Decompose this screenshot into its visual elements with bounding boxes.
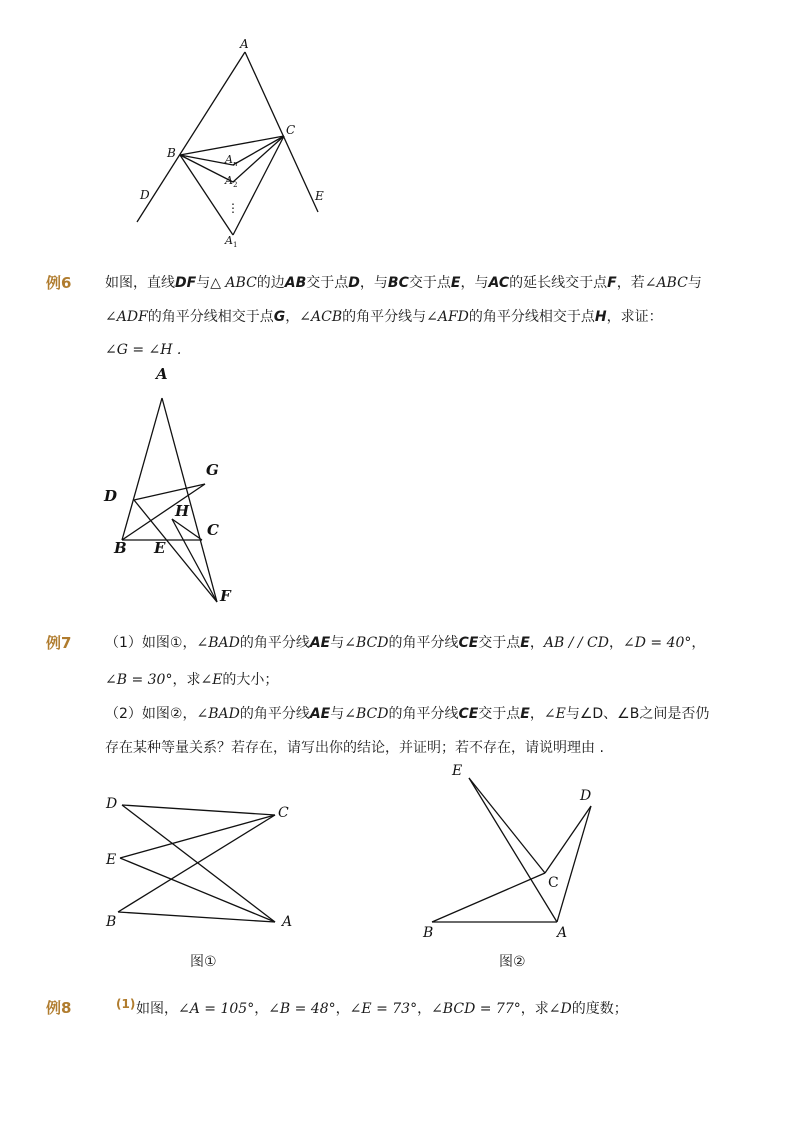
segment-e-c xyxy=(469,778,545,873)
label-c: C xyxy=(278,805,289,821)
figure-7-1-svg xyxy=(100,790,300,935)
label-e: E xyxy=(154,539,166,557)
label-c: C xyxy=(207,521,219,539)
label-c: C xyxy=(548,875,559,891)
example-7-part-2-line-2: 存在某种等量关系？若存在，请写出你的结论，并证明；若不存在，请说明理由 . xyxy=(105,740,604,756)
segment-b-a1 xyxy=(180,155,233,235)
label-a: A xyxy=(240,37,249,51)
label-f: F xyxy=(220,587,231,605)
example-6-line-1: 如图，直线DF与△ ABC的边AB交于点D，与BC交于点E，与AC的延长线交于点F，若∠ABC与 xyxy=(105,275,702,291)
label-a: A xyxy=(282,914,293,930)
label-d: D xyxy=(580,788,592,804)
segment-b-c xyxy=(118,815,275,912)
figure-7-2-svg xyxy=(415,755,605,945)
label-e: E xyxy=(315,189,324,203)
label-ellipsis: ⋮ xyxy=(227,201,239,215)
label-a1: A xyxy=(225,234,233,247)
label-d: D xyxy=(106,796,118,812)
label-d: D xyxy=(104,487,118,505)
segment-e-a xyxy=(120,858,275,922)
example-7-part-1-line-1: （1）如图①，∠BAD的角平分线AE与∠BCD的角平分线CE交于点E，AB / / CD，∠D = 40°， xyxy=(105,635,706,651)
figure-example-6-svg xyxy=(100,360,260,610)
label-b: B xyxy=(423,925,434,941)
segment-d-g xyxy=(134,484,205,500)
segment-d-c xyxy=(122,805,275,815)
label-an: A xyxy=(225,153,233,166)
label-a2: A xyxy=(225,174,233,187)
example-8-line-1: 如图，∠A = 105°，∠B = 48°，∠E = 73°，∠BCD = 77°，求∠D的度数； xyxy=(136,1001,628,1017)
label-g: G xyxy=(206,461,219,479)
figure-7-2-caption: 图② xyxy=(499,954,526,970)
segment-b-a xyxy=(118,912,275,922)
label-b: B xyxy=(167,146,176,160)
label-h: H xyxy=(175,502,190,520)
label-c: C xyxy=(286,123,296,137)
label-e: E xyxy=(106,852,117,868)
label-b: B xyxy=(106,914,117,930)
figure-7-1 xyxy=(100,790,300,935)
label-a: A xyxy=(156,365,168,383)
label-an-sub: n xyxy=(233,160,238,168)
example-8-label: 例8 xyxy=(46,999,72,1017)
figure-bisector-sequence-svg xyxy=(120,30,350,255)
label-b: B xyxy=(114,539,127,557)
example-8-subquestion-number: (1) xyxy=(116,997,136,1011)
label-d: D xyxy=(140,188,150,202)
label-a1-sub: 1 xyxy=(233,241,238,249)
figure-example-6 xyxy=(100,360,260,610)
side-a-b xyxy=(122,398,162,540)
segment-d-a xyxy=(122,805,275,922)
segment-b-c xyxy=(432,873,545,922)
figure-7-1-caption: 图① xyxy=(190,954,217,970)
example-7-part-2-line-1: （2）如图②，∠BAD的角平分线AE与∠BCD的角平分线CE交于点E，∠E与∠D、∠B之间是否仍 xyxy=(105,706,710,722)
segment-c-a2 xyxy=(233,136,284,182)
figure-7-2 xyxy=(415,755,605,945)
label-a2-sub: 2 xyxy=(233,181,238,189)
line-a-d xyxy=(137,52,245,222)
label-e: E xyxy=(452,763,463,779)
example-7-label: 例7 xyxy=(46,634,72,652)
figure-bisector-sequence xyxy=(120,30,350,255)
segment-d-a xyxy=(557,806,591,922)
side-a-f xyxy=(162,398,217,602)
example-6-line-3: ∠G = ∠H . xyxy=(105,342,182,358)
example-6-label: 例6 xyxy=(46,274,72,292)
label-a: A xyxy=(557,925,568,941)
segment-c-d xyxy=(545,806,591,873)
example-7-part-1-line-2: ∠B = 30°，求∠E的大小； xyxy=(105,672,279,688)
line-a-e xyxy=(245,52,318,212)
example-6-line-2: ∠ADF的角平分线相交于点G，∠ACB的角平分线与∠AFD的角平分线相交于点H，求证： xyxy=(105,309,663,325)
